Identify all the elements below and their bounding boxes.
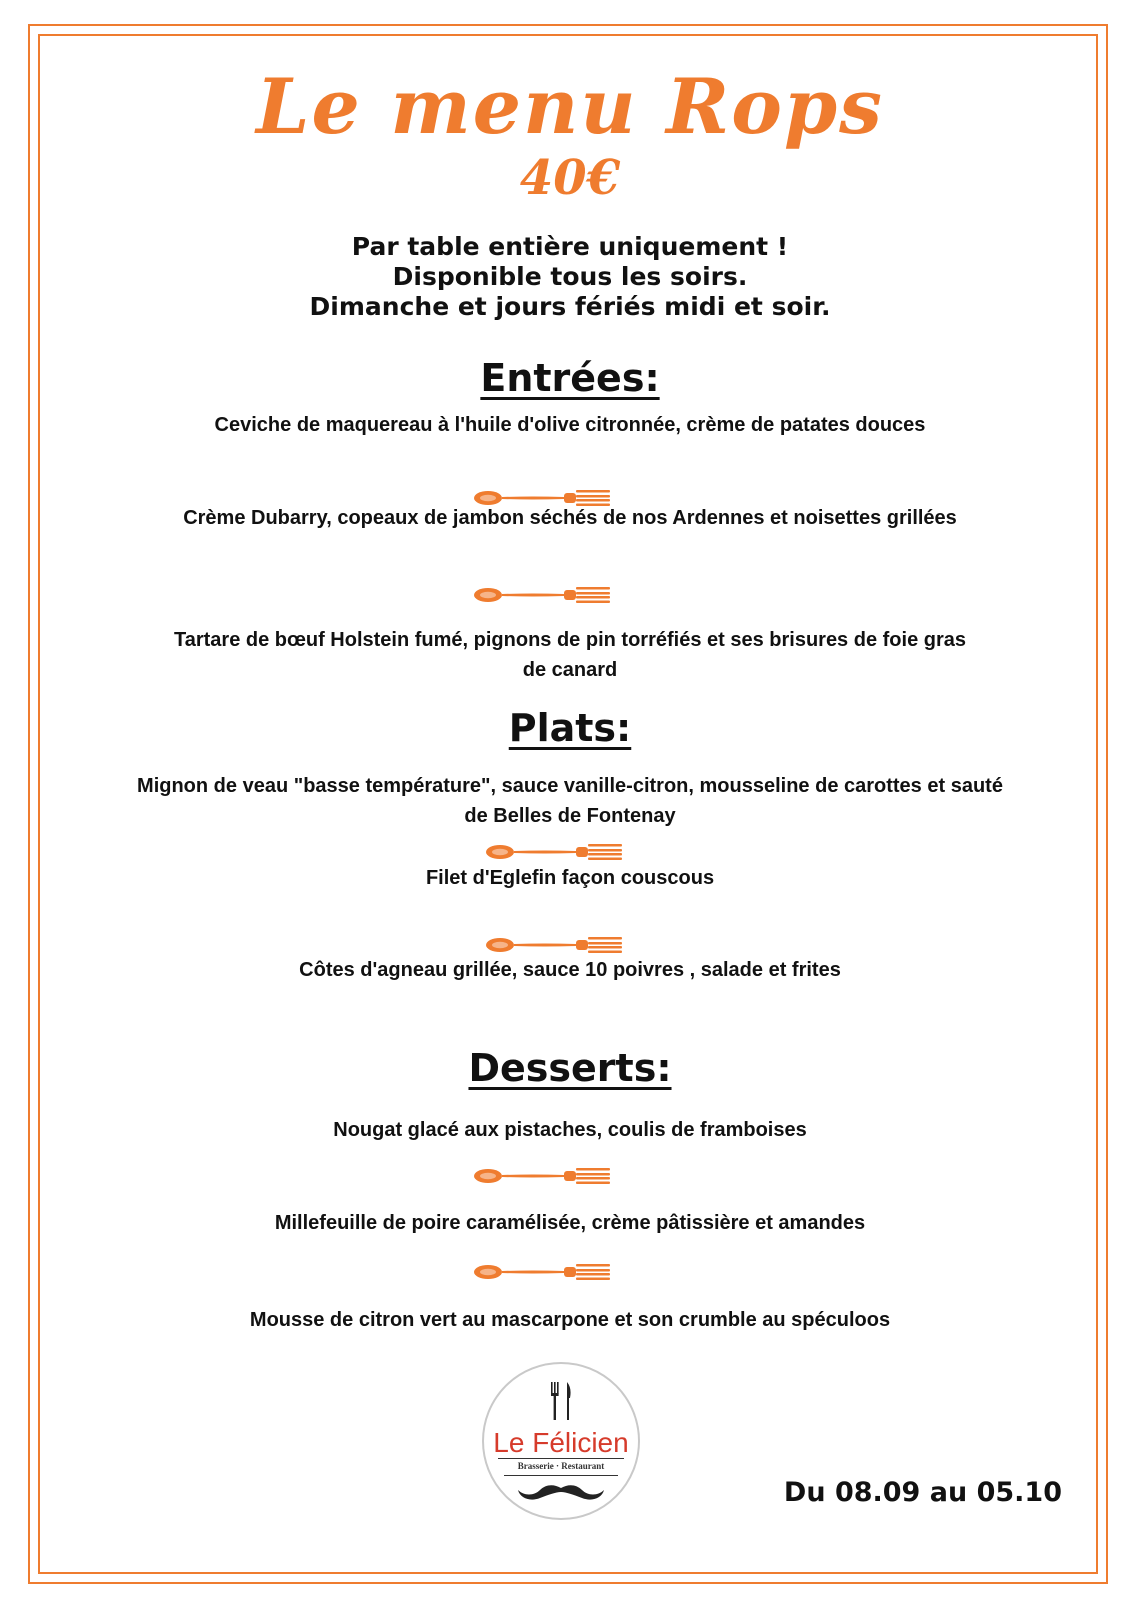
entree-item-tartare-cont: de canard [522, 659, 618, 681]
fork-icon [472, 1166, 612, 1186]
mustache-icon [484, 1482, 638, 1506]
menu-notes [0, 232, 1140, 322]
restaurant-logo [482, 1362, 640, 1520]
plat-item-eglefin: Filet d'Eglefin façon couscous [425, 867, 715, 889]
entree-item-tartare: Tartare de bœuf Holstein fumé, pignons de pin torréfiés et ses brisures de foie gras [173, 629, 966, 651]
plats-heading: Plats: [508, 706, 632, 750]
dessert-item-millefeuille: Millefeuille de poire caramélisée, crème pâtissière et amandes [274, 1212, 866, 1234]
menu-validity-dates: Du 08.09 au 05.10 [783, 1477, 1062, 1508]
fork-icon [472, 585, 612, 605]
entrees-heading: Entrées: [480, 356, 660, 400]
logo-name: Le Félicien [493, 1427, 629, 1458]
fork-icon [484, 935, 624, 955]
logo-subtitle: Brasserie · Restaurant [517, 1461, 605, 1471]
menu-title: Le menu Rops [256, 62, 884, 151]
dessert-item-nougat: Nougat glacé aux pistaches, coulis de framboises [333, 1119, 807, 1141]
fork-icon [472, 1262, 612, 1282]
note-table: Par table entière uniquement ! [351, 232, 789, 261]
plat-item-mignon-cont: de Belles de Fontenay [464, 805, 676, 827]
menu-price: 40€ [519, 150, 621, 206]
dessert-item-mousse: Mousse de citron vert au mascarpone et son crumble au spéculoos [249, 1309, 891, 1331]
note-evenings: Disponible tous les soirs. [392, 262, 748, 291]
logo-divider [504, 1475, 618, 1476]
logo-divider [498, 1458, 624, 1459]
utensils-icon [484, 1382, 638, 1424]
note-sundays: Dimanche et jours fériés midi et soir. [309, 292, 831, 321]
plat-item-mignon: Mignon de veau "basse température", sauce vanille-citron, mousseline de carottes et sauté [137, 775, 1003, 797]
plat-item-agneau: Côtes d'agneau grillée, sauce 10 poivres , salade et frites [299, 959, 841, 981]
fork-icon [484, 842, 624, 862]
desserts-heading: Desserts: [468, 1046, 672, 1090]
entree-item-dubarry: Crème Dubarry, copeaux de jambon séchés de nos Ardennes et noisettes grillées [183, 507, 957, 529]
entree-item-ceviche: Ceviche de maquereau à l'huile d'olive citronnée, crème de patates douces [214, 414, 926, 436]
